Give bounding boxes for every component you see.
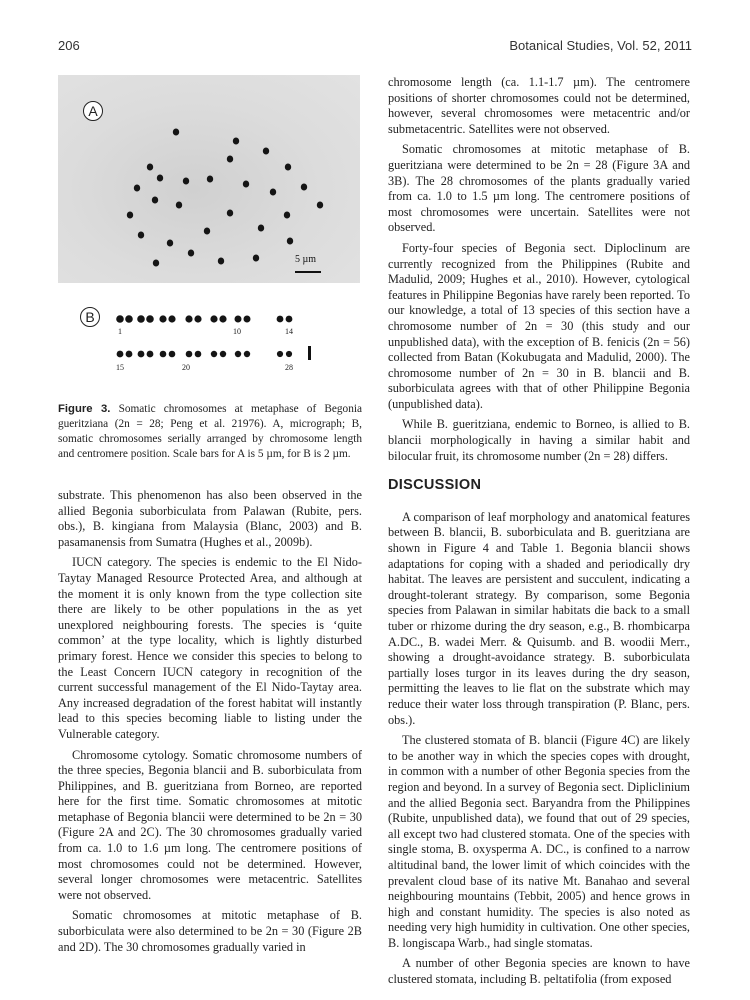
- paragraph: Forty-four species of Begonia sect. Diploclinum are currently recognized from the Philippines (Rubite and Madulid, 2009; Hughes et al., 2010). However, cytological features in Philippine Begonias have rarely been reported. To our knowledge, a total of 13 species of this section have a chromosome number of 2n = 30 (this study and our unpublished data), with the exception of B. fenicis (2n = 56) collected from Batan (Kokubugata and Madulid, 2000). The chromosome number of 2n = 30 in B. blancii and B. suborbiculata agrees with that of other Philippine Begonia (unpublished data).: [388, 240, 690, 411]
- paragraph: Somatic chromosomes at mitotic metaphase of B. gueritziana were determined to be 2n = 28 (Figure 3A and 3B). The 28 chromosomes of the plants gradually varied from ca. 1.0 to 1.5 µm long. The centromere positions of most chromosomes were uncertain. Satellites were not observed.: [388, 142, 690, 235]
- paragraph: While B. gueritziana, endemic to Borneo, is allied to B. blancii morphologically in having a similar habit and bilocular fruit, its chromosome number (2n = 28) differs.: [388, 417, 690, 463]
- scale-bar-b: [308, 346, 311, 360]
- karyotype-number: 28: [285, 363, 293, 372]
- paragraph: substrate. This phenomenon has also been observed in the allied Begonia suborbiculata from Palawan (Rubite, pers. obs.), B. kingiana from Malaysia (Blanc, 2003) and B. pasamanensis from Sumatra (Hughes et al., 2009b).: [58, 488, 362, 549]
- karyotype-number: 15: [116, 363, 124, 372]
- karyotype-row-2: [116, 348, 306, 360]
- scale-bar-a: [295, 271, 321, 273]
- journal-header: Botanical Studies, Vol. 52, 2011: [509, 38, 692, 53]
- section-heading: DISCUSSION: [388, 477, 482, 494]
- page-number: 206: [58, 38, 80, 53]
- paragraph: Chromosome cytology. Somatic chromosome numbers of the three species, Begonia blancii and B. suborbiculata from Philippines, and B. gueritziana from Borneo, are reported here for the first time. Somatic chromosomes at mitotic metaphase of Begonia blancii were determined to be 2n = 30 (Figure 2A and 2C). The 30 chromosomes gradually varied from ca. 1.0 to 1.6 µm long. The centromere positions of most chromosomes could not be determined. However, several longer chromosomes were metacentric. Satellites were not observed.: [58, 747, 362, 902]
- karyotype-number: 14: [285, 327, 293, 336]
- paragraph: IUCN category. The species is endemic to the El Nido-Taytay Managed Resource Protected Area, and although at the moment it is only known from the type collection site there are likely to be other populations in the as yet unexplored neighbouring forests. The species is ‘quite common’ at the type locality, which is lightly disturbed primary forest. Hence we consider this species to belong to the Least Concern IUCN category in recognition of the current successful management of the El Nido-Taytay area. Any increased degradation of the forest habitat will instantly lead to this species becoming liable to listing under the Vulnerable category.: [58, 555, 362, 741]
- left-column: [58, 488, 362, 960]
- scale-label-a: 5 µm: [295, 254, 317, 265]
- paragraph: A number of other Begonia species are known to have clustered stomata, including B. peltatifolia (from exposed: [388, 956, 690, 987]
- paragraph: The clustered stomata of B. blancii (Figure 4C) are likely to be another way in which the species copes with drought, in common with a number of other Begonia species from the region and beyond. In a survey of Begonia sect. Dipliclinium and the allied Begonia sect. Baryandra from the Philippines (Rubite, unpublished data), we found that out of 29 species, all except two had clustered stomata. One of the species with single stoma, B. oxysperma A. DC., is confined to a narrow altitudinal band, the lower limit of which coincides with the prevalent cloud base of its native Mt. Banahao and several neighbouring mountains (Tebbit, 2005) and hence grows in high and constant humidity. The species is also noted as needing very high humidity in cultivation. One other species, B. longiscapa Warb., had single stomatas.: [388, 733, 690, 950]
- figure-caption: [58, 402, 362, 462]
- karyotype-panel-b: [58, 303, 360, 383]
- paragraph: Somatic chromosomes at mitotic metaphase of B. suborbiculata were also determined to be 2n = 30 (Figure 2B and 2D). The 30 chromosomes gradually varied in: [58, 908, 362, 954]
- karyotype-number: 1: [118, 327, 122, 336]
- figure-3: [58, 75, 360, 383]
- karyotype-number: 10: [233, 327, 241, 336]
- panel-b-label: B: [80, 307, 100, 327]
- karyotype-number: 20: [182, 363, 190, 372]
- chromosome-spread: [58, 75, 360, 283]
- micrograph-panel-a: [58, 75, 360, 283]
- caption-text: Somatic chromosomes at metaphase of Begonia gueritziana (2n = 28; Peng et al. 21976). A, micrograph; B, somatic chromosomes serially arranged by chromosome length and centromere position. Scale bars for A is 5 µm, for B is 2 µm.: [58, 403, 362, 460]
- paragraph: chromosome length (ca. 1.1-1.7 µm). The centromere positions of shorter chromosomes could not be determined, however, several chromosomes were metacentric and/or submetacentric. Satellites were not observed.: [388, 75, 690, 136]
- panel-a-label: A: [83, 101, 103, 121]
- caption-label: Figure 3.: [58, 403, 111, 415]
- paragraph: A comparison of leaf morphology and anatomical features between B. blancii, B. suborbiculata and B. gueritziana are shown in Figure 4 and Table 1. Begonia blancii shows adaptations for coping with a shaded and periodically dry habitat. The leaves are persistent and succulent, indicating a drought-tolerant strategy. By comparison, some Begonia species from Palawan in similar habitats die back to a small tuber or rhizome during the dry season, e.g., B. rhombicarpa A.DC., B. wadei Merr. & Quisumb. and B. woodii Merr., showing a drought-avoidance strategy. B. suborbiculata partially loses turgor in its leaves during the dry season, permitting the leaves to lie flat on the substrate which may reduce their water loss through transpiration (P. Blanc, pers. obs.).: [388, 509, 690, 727]
- right-column: [388, 75, 690, 993]
- karyotype-row-1: [116, 313, 306, 325]
